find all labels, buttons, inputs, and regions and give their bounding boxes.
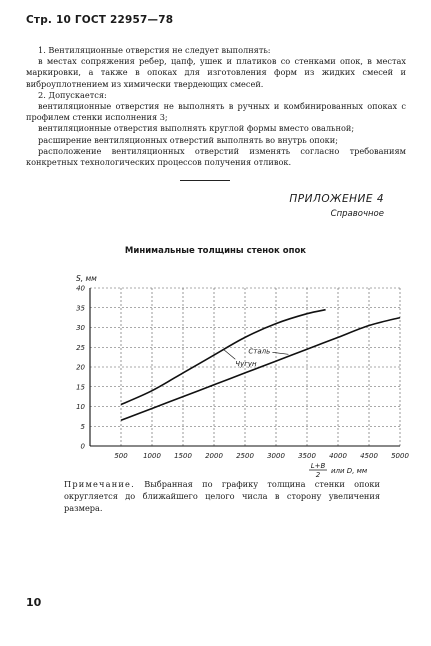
y-axis-label: S, мм [76, 274, 97, 283]
series-line-2 [121, 318, 400, 421]
x-tick-label: 5000 [391, 452, 409, 460]
x-tick-label: 500 [114, 452, 128, 460]
note [64, 478, 380, 514]
series-1-leader [223, 349, 235, 359]
x-axis-label-suffix: или D, мм [331, 467, 368, 475]
paragraph-5: вентиляционные отверстия выполнять круглой формы вместо овальной; [38, 123, 355, 134]
x-tick-label: 4000 [329, 452, 347, 460]
note-lead: Примечание. [64, 479, 135, 489]
x-tick-label: 3000 [267, 452, 285, 460]
appendix-title: ПРИЛОЖЕНИЕ 4 [289, 193, 384, 205]
page-number: 10 [26, 596, 42, 609]
series-line-1 [121, 310, 326, 405]
y-tick-label: 40 [76, 284, 85, 293]
x-axis-label-numerator: L+B [310, 462, 326, 470]
y-tick-label: 15 [76, 383, 85, 392]
y-tick-label: 30 [76, 324, 85, 332]
note-text: Выбранная по графику толщина стенки опоки округляется до ближайшего целого числа в сторону увеличения размера. [64, 479, 381, 513]
x-tick-label: 1000 [143, 452, 161, 460]
chart-labels [76, 274, 409, 479]
x-tick-label: 4500 [360, 452, 378, 460]
x-tick-label: 1500 [174, 452, 192, 460]
x-tick-label: 3500 [298, 452, 316, 460]
y-tick-label: 10 [76, 403, 85, 411]
y-tick-label: 35 [76, 304, 85, 313]
paragraph-6: расширение вентиляционных отверстий выполнять во внутрь опоки; [38, 134, 339, 145]
chart-series [121, 310, 400, 421]
y-tick-label: 0 [80, 442, 85, 451]
chart-title: Минимальные толщины стенок опок [124, 246, 307, 256]
y-tick-label: 20 [76, 363, 85, 372]
series-2-leader [272, 352, 288, 354]
paragraph-4: вентиляционные отверстия не выполнять в ручных и комбинированных опоках с профилем стенки исполнения 3; [26, 101, 406, 123]
x-axis-label-denominator: 2 [315, 471, 321, 479]
series-2-label: Сталь [248, 347, 271, 356]
paragraph-3: 2. Допускается: [38, 89, 107, 100]
x-tick-label: 2000 [205, 452, 223, 460]
y-tick-label: 5 [80, 422, 85, 431]
paragraph-7: расположение вентиляционных отверстий изменять согласно требованиям конкретных технологических процессов получения отливок. [26, 145, 406, 168]
y-tick-label: 25 [76, 343, 85, 352]
paragraph-2: в местах сопряжения ребер, цапф, ушек и платиков со стенками опок, в местах маркировки, а также в опоках для изготовления форм из жидких смесей и виброуплотнением из химически твердеющих смесей. [26, 56, 406, 89]
x-tick-label: 2500 [236, 452, 254, 460]
series-1-label: Чугун [235, 360, 257, 369]
page-header: Стр. 10 ГОСТ 22957—78 [26, 14, 174, 26]
appendix-subtitle: Справочное [330, 209, 384, 219]
paragraph-1: 1. Вентиляционные отверстия не следует выполнять: [38, 45, 271, 55]
